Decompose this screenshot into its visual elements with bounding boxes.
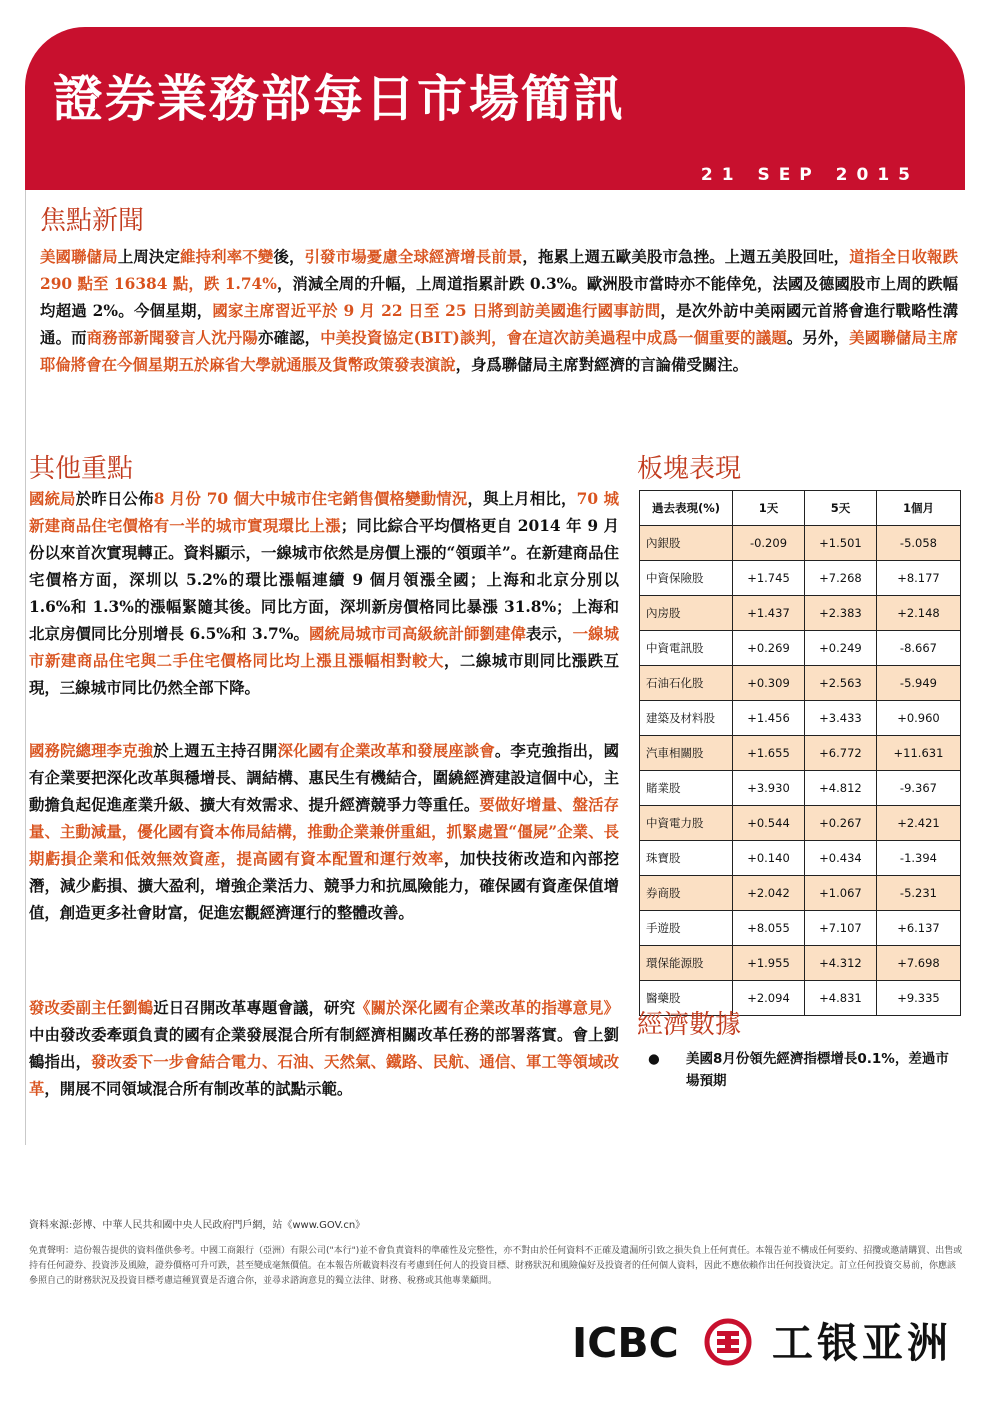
table-row (640, 526, 961, 561)
change-1d-cell: +0.269 (733, 631, 805, 666)
p2-text: 於上週五主持召開 (153, 742, 278, 760)
focus-highlight: 國家主席習近平於 9 月 22 日至 25 日將到訪美國進行國事訪問 (212, 302, 661, 320)
table-row (640, 841, 961, 876)
sector-name-cell: 石油石化股 (640, 666, 733, 701)
sector-name-cell: 手遊股 (640, 911, 733, 946)
sector-name-cell: 汽車相關股 (640, 736, 733, 771)
focus-highlight: 維持利率不變 (180, 248, 274, 266)
p1-highlight: 國統局 (29, 490, 76, 508)
focus-text: 。另外， (786, 329, 850, 347)
change-1m-cell: +9.335 (876, 981, 960, 1016)
p3-highlight: 發改委下一步會結合電力、石油、天然氣、鐵路、民航、通信、軍工等領域改革 (29, 1053, 619, 1098)
sector-name-cell: 醫藥股 (640, 981, 733, 1016)
p3-text: ，開展不同領域混合所有制改革的試點示範。 (44, 1080, 353, 1098)
sector-name-cell: 珠寶股 (640, 841, 733, 876)
change-5d-cell: +1.067 (804, 876, 876, 911)
p1-text: ，與上月相比， (467, 490, 577, 508)
icbc-logo (572, 1315, 962, 1371)
change-1d-cell: +1.456 (733, 701, 805, 736)
economy-item-text: 美國8月份領先經濟指標增長0.1%，差過市場預期 (686, 1051, 949, 1089)
sector-name-cell: 環保能源股 (640, 946, 733, 981)
focus-highlight: 中美投資協定(BIT)談判，會在這次訪美過程中成爲一個重要的議題 (320, 329, 787, 347)
table-row (640, 666, 961, 701)
focus-text: ，身爲聯儲局主席對經濟的言論備受關注。 (455, 356, 748, 374)
change-5d-cell: +0.434 (804, 841, 876, 876)
change-1d-cell: +1.955 (733, 946, 805, 981)
change-1d-cell: +1.745 (733, 561, 805, 596)
table-row (640, 806, 961, 841)
p2-highlight: 國務院總理李克強 (29, 742, 154, 760)
others-section-title: 其他重點 (29, 454, 134, 484)
focus-text: 亦確認， (257, 329, 321, 347)
left-divider (25, 190, 26, 1145)
table-row (640, 561, 961, 596)
change-1m-cell: -9.367 (876, 771, 960, 806)
others-paragraph-2 (29, 738, 619, 927)
p2-text: 。李克強指出，國有企業要把深化改革與穩增長、調結構、惠民生有機結合，圍繞經濟建設這個中心，主動擔負起促進產業升級、擴大有效需求、提升經濟競爭力等重任。 (29, 742, 619, 814)
change-5d-cell: +4.812 (804, 771, 876, 806)
p1-highlight: 70 城新建商品住宅價格有一半的城市實現環比上漲 (29, 490, 619, 535)
change-1m-cell: +8.177 (876, 561, 960, 596)
logo-chinese-text: 工银亚洲 (772, 1319, 952, 1367)
sector-name-cell: 券商股 (640, 876, 733, 911)
change-1m-cell: -8.667 (876, 631, 960, 666)
focus-paragraph (40, 244, 958, 379)
sector-name-cell: 建築及材料股 (640, 701, 733, 736)
icbc-emblem-icon (703, 1317, 753, 1367)
change-1m-cell: -5.231 (876, 876, 960, 911)
change-5d-cell: +2.383 (804, 596, 876, 631)
bullet-icon: ● (648, 1051, 660, 1067)
change-5d-cell: +2.563 (804, 666, 876, 701)
p1-text: ；同比綜合平均價格更自 2014 年 9 月份以來首次實現轉正。資料顯示，一線城市依然是房價上漲的“領頭羊”。在新建商品住宅價格方面，深圳以 5.2%的環比漲幅連續 9 個月領漲全國；上海和北京分別以 1.6%和 1.3%的漲幅緊隨其後。同比方面，深圳新房價格同比暴漲 31.8%；上海和北京房價同比分別增長 6.5%和 3.7%。 (29, 517, 619, 643)
change-5d-cell: +0.267 (804, 806, 876, 841)
p3-text: 中由發改委牽頭負責的國有企業發展混合所有制經濟相關改革任務的部署落實。會上劉鶴指出， (29, 1026, 619, 1071)
sector-name-cell: 中資電訊股 (640, 631, 733, 666)
change-1d-cell: +2.094 (733, 981, 805, 1016)
change-1m-cell: -5.949 (876, 666, 960, 701)
change-1d-cell: +0.309 (733, 666, 805, 701)
p1-text: 表示， (526, 625, 573, 643)
focus-text: 上周決定 (117, 248, 181, 266)
change-5d-cell: +6.772 (804, 736, 876, 771)
others-paragraph-1 (29, 486, 619, 702)
sectors-section-title: 板塊表現 (637, 454, 742, 484)
focus-section-title: 焦點新聞 (40, 206, 145, 236)
data-source-note: 資料來源:彭博、中華人民共和國中央人民政府門戶網，站《www.GOV.cn》 (29, 1220, 366, 1231)
page-title: 證券業務部每日市場簡訊 (53, 70, 625, 128)
sector-name-cell: 內銀股 (640, 526, 733, 561)
column-header-1m: 1個月 (876, 491, 960, 526)
change-1m-cell: +2.421 (876, 806, 960, 841)
change-1m-cell: +0.960 (876, 701, 960, 736)
report-date: 21 SEP 2015 (700, 165, 919, 185)
table-row (640, 701, 961, 736)
sector-performance-table (639, 490, 961, 1016)
focus-text: 後， (273, 248, 305, 266)
change-1m-cell: -1.394 (876, 841, 960, 876)
change-1d-cell: +1.655 (733, 736, 805, 771)
focus-highlight: 商務部新聞發言人沈丹陽 (86, 329, 258, 347)
change-1d-cell: +0.140 (733, 841, 805, 876)
table-row (640, 876, 961, 911)
p2-text: ，加快技術改造和內部挖潛，減少虧損、擴大盈利，增強企業活力、競爭力和抗風險能力，確保國有資產保值增值，創造更多社會財富，促進宏觀經濟運行的整體改善。 (29, 850, 619, 922)
table-header-row (640, 491, 961, 526)
change-1d-cell: -0.209 (733, 526, 805, 561)
table-row (640, 736, 961, 771)
table-row (640, 631, 961, 666)
sector-name-cell: 賭業股 (640, 771, 733, 806)
p2-highlight: 深化國有企業改革和發展座談會 (277, 742, 495, 760)
change-5d-cell: +1.501 (804, 526, 876, 561)
change-1d-cell: +1.437 (733, 596, 805, 631)
p3-highlight: 《關於深化國有企業改革的指導意見》 (355, 999, 619, 1017)
change-1m-cell: +6.137 (876, 911, 960, 946)
sector-name-cell: 中資保險股 (640, 561, 733, 596)
table-row (640, 596, 961, 631)
change-1m-cell: -5.058 (876, 526, 960, 561)
change-5d-cell: +7.107 (804, 911, 876, 946)
table-row (640, 946, 961, 981)
p1-highlight: 國統局城市司高級統計師劉建偉 (309, 625, 527, 643)
header-banner (25, 27, 965, 190)
column-header-period: 過去表現(%) (640, 491, 733, 526)
change-1m-cell: +7.698 (876, 946, 960, 981)
focus-highlight: 美國聯儲局主席耶倫將會在今個星期五於麻省大學就通脹及貨幣政策發表演說 (40, 329, 958, 374)
sector-name-cell: 內房股 (640, 596, 733, 631)
column-header-5d: 5天 (804, 491, 876, 526)
disclaimer-text: 免責聲明：這份報告提供的資料僅供參考。中國工商銀行（亞洲）有限公司("本行")並不會負責資料的準確性及完整性，亦不對由於任何資料不正確及遺漏所引致之損失負上任何責任。本報告並不構成任何要約、招攬或邀請購買、出售或持有任何證券、投資涉及風險，證券價格可升可跌，甚至變成毫無價值。在本報告所載資料沒有考慮到任何人的投資目標、財務狀況和風險偏好及投資者的任何個人資料，因此不應依賴作出任何投資決定。訂立任何投資交易前，你應該參照自己的財務狀況及投資目標考慮這種買賣是否適合你，並尋求諮詢意見的獨立法律、財務、稅務或其他專業顧問。 (29, 1246, 963, 1286)
focus-text: ，消減全周的升幅，上周道指累計跌 0.3%。歐洲股市當時亦不能倖免，法國及德國股市上周的跌幅均超過 2%。今個星期， (40, 275, 958, 320)
p1-text: 於昨日公佈 (75, 490, 154, 508)
focus-highlight: 美國聯儲局 (40, 248, 118, 266)
change-1d-cell: +0.544 (733, 806, 805, 841)
change-1d-cell: +2.042 (733, 876, 805, 911)
change-1m-cell: +11.631 (876, 736, 960, 771)
logo-brand-text: ICBC (572, 1319, 679, 1367)
p3-text: 近日召開改革專題會議，研究 (153, 999, 356, 1017)
focus-text: ，拖累上週五歐美股市急挫。上週五美股回吐， (522, 248, 850, 266)
change-1d-cell: +3.930 (733, 771, 805, 806)
p1-text: ，二線城市則同比漲跌互現，三線城市同比仍然全部下降。 (29, 652, 619, 697)
p3-highlight: 發改委副主任劉鶴 (29, 999, 154, 1017)
focus-highlight: 引發市場憂慮全球經濟增長前景 (304, 248, 523, 266)
change-1d-cell: +8.055 (733, 911, 805, 946)
sector-name-cell: 中資電力股 (640, 806, 733, 841)
change-5d-cell: +0.249 (804, 631, 876, 666)
column-header-1d: 1天 (733, 491, 805, 526)
economy-section-title: 經濟數據 (637, 1010, 742, 1040)
change-5d-cell: +4.831 (804, 981, 876, 1016)
change-5d-cell: +4.312 (804, 946, 876, 981)
change-5d-cell: +3.433 (804, 701, 876, 736)
focus-text: ，是次外訪中美兩國元首將會進行戰略性溝通。而 (40, 302, 958, 347)
change-1m-cell: +2.148 (876, 596, 960, 631)
p1-highlight: 一線城市新建商品住宅與二手住宅價格同比均上漲且漲幅相對較大 (29, 625, 619, 670)
table-row (640, 771, 961, 806)
focus-highlight: 道指全日收報跌 290 點至 16384 點，跌 1.74% (40, 248, 958, 293)
others-paragraph-3 (29, 995, 619, 1103)
p1-highlight: 8 月份 70 個大中城市住宅銷售價格變動情況 (153, 490, 468, 508)
table-row (640, 911, 961, 946)
change-5d-cell: +7.268 (804, 561, 876, 596)
p2-highlight: 要做好增量、盤活存量、主動減量，優化國有資本佈局結構，推動企業兼併重組，抓緊處置“僵屍”企業、長期虧損企業和低效無效資產，提高國有資本配置和運行效率 (29, 796, 619, 868)
